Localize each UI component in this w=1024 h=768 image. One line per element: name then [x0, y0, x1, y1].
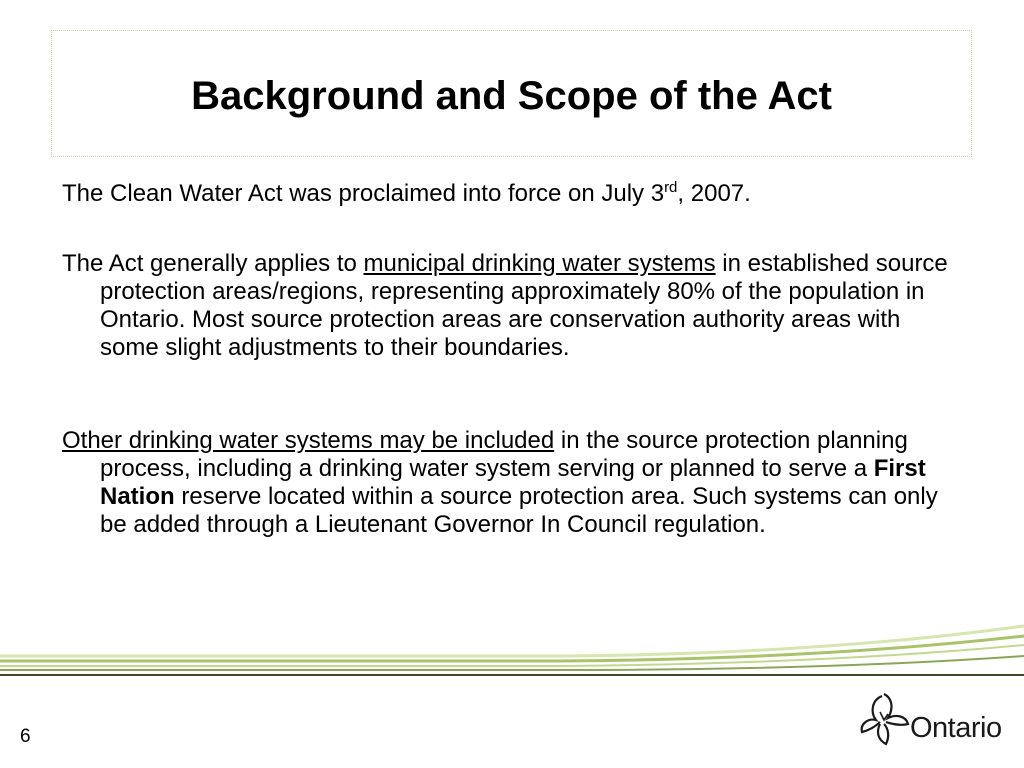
p2-text-end: in established source protection areas/regions, representing approximately 80% of the population in Ontario. Most source protection areas are conservation authority areas with some slight adjustments to their boundaries. — [100, 250, 948, 361]
title-box — [51, 30, 972, 157]
trillium-icon — [858, 690, 910, 746]
ontario-logo — [858, 690, 1008, 750]
first-nation-text: First Nation — [100, 455, 926, 510]
p1-text: The Clean Water Act was proclaimed into force on July 3 — [62, 180, 665, 207]
page-number: 6 — [20, 726, 31, 747]
p3-text: in the source protection planning process, including a drinking water system serving or planned to serve a — [100, 427, 908, 482]
ontario-logo-text: Ontario — [910, 712, 1002, 744]
p2-text: The Act generally applies to — [62, 250, 364, 277]
p1-text-end: , 2007. — [677, 180, 751, 207]
slide-title: Background and Scope of the Act — [191, 73, 832, 118]
paragraph-proclamation — [62, 180, 751, 208]
p3-text-end: reserve located within a source protection area. Such systems can only be added through a Lieutenant Governor In Council regulation. — [100, 483, 938, 538]
p1-superscript: rd — [664, 179, 678, 196]
municipal-systems-link[interactable]: municipal drinking water systems — [363, 250, 716, 277]
footer-stripes — [0, 600, 1024, 690]
paragraph-applies — [62, 250, 962, 362]
other-systems-link[interactable]: Other drinking water systems may be included — [62, 427, 555, 454]
paragraph-other-systems — [62, 427, 962, 539]
